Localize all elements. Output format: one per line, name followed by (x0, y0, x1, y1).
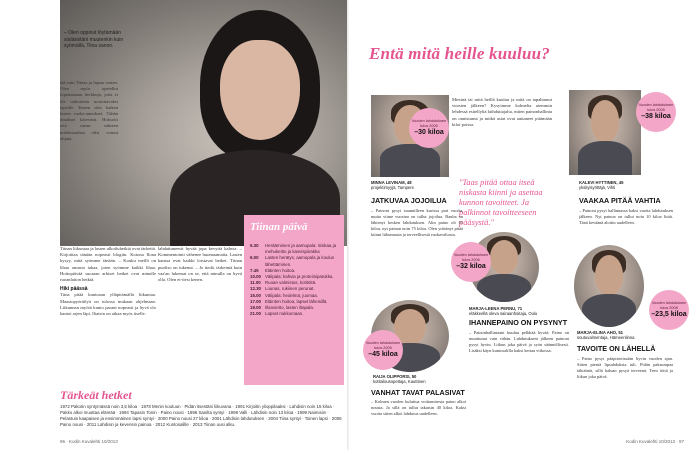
right-page (349, 0, 696, 450)
article-column-intro: tää vain Tiinaa ja lapsia varten. Olen myös opetellut lopettamaan herkkuja, joita ei ole tarkoitettu nostettavaksi lapsille. Ennen söin kaiken lasten ruoka-annokset. Tähän ilmakset kätevästi. Hoksotti että ruoan suhteen mielenrauhaa olisi voinut ohjata. (60, 80, 118, 141)
diary-text: Välipala: kahvia ja proteiinipatukka. (265, 274, 334, 280)
person-name: MARJA-ELINA AHO, 51 (577, 330, 623, 335)
person-photo (569, 90, 641, 175)
badge-kg: –32 kiloa (456, 262, 486, 270)
diary-time: 17.00 (250, 298, 261, 304)
section-text: – Painoni pysyi hallinnassa kaksi vuotta lahdutuksen jälkeen. Nyt painoa on tullut noin 10 kiloa lisää. Tänä keväänä aloitin uudelleen. (579, 208, 673, 225)
section-heading: JATKUVAA JOJOILUA (371, 196, 447, 205)
person-caption (373, 374, 426, 384)
badge-label: Vuoden lahdutuksen tulos 2008 (651, 301, 687, 310)
diary-title: Tiinan päivä (250, 221, 308, 233)
diary-text: Illanvietto, lasten iltapala. (265, 305, 315, 311)
person-caption (577, 330, 635, 340)
diary-box (244, 215, 344, 385)
section-heading: VANHAT TAVAT PALASIVAT (371, 388, 465, 397)
diary-time: 5.30 (250, 243, 259, 248)
person-head (591, 100, 620, 143)
person-caption (371, 180, 414, 190)
right-intro: Mietinä tai mitä heillä kuuluu ja mitä on tapahtunut vuosien jälkeen? Kysyimme kolmelta aiemmin lehdessä esitellyltä laihduttajalta, miten painonhallinta on onnistunut ja mitkä asiat ovat auttaneet pitämään kilot poissa. (452, 97, 552, 127)
diary-text: Lounas, rukiinen perunat. (265, 286, 315, 292)
person-name: RAIJA OLIPPORSI, 50 (373, 374, 417, 379)
result-badge (409, 108, 449, 148)
badge-kg: –23,5 kiloa (651, 310, 687, 318)
badge-label: Vuoden lahdutuksen tulos 2006 (453, 253, 489, 262)
section-text: – Painonhallintaani kuuluu pelkkää hyvää. Paino on muuttunut vain vähän. Lahdutukseni jälkeen painoni pysyi hyvin. Liikun joka päivä ja syön säännöllisesti. Lisäksi käyn kuntosalilla kaksi kertaa viikossa. (469, 330, 569, 353)
diary-time: 10.00 (250, 274, 261, 280)
article-subhead: Hiki päässä (60, 286, 88, 293)
diary-time: 7.45 (250, 267, 259, 273)
person-photo (574, 245, 644, 327)
person-name: MARJA-LEENA PERNU, 71 (469, 306, 523, 311)
section-heading: IHANNEPAINO ON PYSYNYT (469, 318, 568, 327)
person-head (490, 240, 518, 275)
diary-time: 19.00 (250, 305, 261, 311)
portrait-face (220, 40, 300, 140)
section-text: – Kolmen vuoden kuluttua voittamisesta paino alkoi nousta. Ja sillä on tullut takaisin 40 kiloa. Kaksi vuotta sitten alkoi lahdutus uudelleen. (371, 399, 466, 416)
badge-kg: –38 kiloa (641, 112, 671, 120)
diary-row (250, 243, 340, 255)
person-role: yksityisyrittäjä, Vihti (579, 185, 616, 191)
diary-text: Lapset nukkumaan. (265, 311, 304, 317)
article-paragraph: Tiina pitää kuntoaan ylläpitämällä liikuntaa. Maastopyöräilyä on tulossa mukaan ohjelmaan. Liikunnan myötä kunto parani nopeasti ja hyvä olo kantoi arjen läpi. Iltaisin on aikaa myös itselle. (60, 292, 156, 317)
diary-row (250, 255, 340, 267)
result-badge (649, 290, 689, 330)
article-column-middle: lahdattuneesti hyvää jopa kevyttä kahvia. – Kommentointi vähenee huomaamatta. Lasten kanssa ovat kaikki loistavat hetket. Tiinan puoliso on tukenut. – Jo tiedä, tärkeintä kuin vaa'an lukemat on se, että minulla on hyvä olla. Olen ei-tiesi kenen. (158, 246, 242, 283)
person-caption (579, 180, 623, 190)
diary-row (250, 311, 340, 317)
milestones-text: 1972 Pakotin syntymässä noin 3,5 kiloa · 1978 Menin kouluun · Pidän itsestäni liikuvana · 1991 Kirjoitin ylioppilaaksi · Lahdisin noin 15 kiloa · Pakko alkoi muuttaa elämää · 1994 Tapasin Tonin · Paino nousi · 1996 Sanilta syntyi · 1998 Valli · Lähdisin noin 13 kiloa · 1999 Naimisiin · Pelastuin kaapaisen ja ensimmäinen lapsi syntyi · 2000 Paino nousi 27 kiloa · 2001 Lähdisin lahdutuksen · 2004 Tiina syntyi · Toinen lapsi · 2006 Paino nousi · 2011 Lahdisin ja kevensin painoa · 2012 Kuntosalille · 2013 Tiinan uusi alku. (60, 404, 342, 427)
diary-text: Ruoan valmistus, kotitöitä. (265, 280, 317, 286)
right-folio: Kodin Kuvalehti 10/2013 · 97 (626, 439, 684, 444)
diary-list (250, 243, 340, 317)
person-role: soutuvalmentaja, Hämeenlinna (577, 335, 635, 341)
diary-time: 21.00 (250, 311, 261, 317)
person-name: KALEVI HYTTINEN, 45 (579, 180, 624, 185)
diary-text: Heräämimen ja aamupala: riisikaa ja mehukeitto ja kasvispiirakka (265, 243, 337, 255)
diary-time: 15.00 (250, 292, 261, 298)
result-badge (363, 330, 403, 370)
diary-time: 11.00 (250, 280, 261, 286)
result-badge (636, 92, 676, 132)
badge-kg: –45 kiloa (368, 350, 398, 358)
person-body (477, 274, 530, 302)
person-body (582, 294, 635, 327)
person-role: eläkkeellä oleva sairaanhoitaja, Oulu (469, 311, 538, 317)
diary-text: Eläinten hoitoa. (265, 267, 296, 273)
badge-label: Vuoden lahdutuksen tulos 2005 (365, 341, 401, 350)
person-role: projektimyyjä, Tampere (371, 185, 414, 191)
photo-caption: – Olen oppinut löytämään sisäisistäni muutenkin kuin syömällä, Tiina sanoo. (64, 30, 124, 49)
diary-text: Lasten herätys, aamupala ja koulun lähettäminen. (265, 255, 335, 267)
badge-kg: –30 kiloa (414, 128, 444, 136)
diary-time: 6.00 (250, 255, 259, 261)
section-heading: VAAKAA PITÄÄ VAHTIA (579, 196, 661, 205)
person-head (595, 255, 623, 296)
person-name: MINNA LEVINAM, 48 (371, 180, 412, 185)
result-badge (451, 242, 491, 282)
diary-time: 12.30 (250, 286, 261, 292)
left-folio: 96 · Kodin Kuvalehti 10/2013 (60, 439, 118, 444)
article-column-left (60, 246, 156, 386)
section-text: – Painoni pysyi suunnilleen kurissa pari vuotta, mutta viime vuosina on tullut jojoilua. Rauha on lähtenyt kesken lahdutuksen. Alin paino oli 61 kiloa, nyt painan noin 75 kiloa. Olen yrittänyt pitää kiinni liikunnasta ja terveellisestä ruokavaliosta. (371, 208, 463, 237)
article-paragraph: Tiinan liikuntaa ja lasten ulkoiluhetkiä ovat tärkeitä. Kirjoittaa tänään nopeasti blogiin. Kotona Ilona kysyy, mitä syömme tänään. – Kouku meilli on lihaa omasta takaa, joten syömme kaikki lihaa. Hoitopäivää suoraan arkiset hetket ovat minulle ruoanlaiton hetkiä. (60, 246, 156, 283)
badge-label: Vuoden lahdutuksen tulos 2005 (411, 119, 447, 128)
person-role: kotitalousopettaja, Kauttinen (373, 379, 426, 385)
person-body (578, 141, 633, 175)
diary-text: Eläinten hoitoa, lapset läheisillä. (265, 298, 328, 304)
section-text: – Paino pysyi pääpiirteissään hyvin vuoden ajan. Sitten pieniä lipsahduksia tuli. Pidän paksumpaa tähtäintä, sillä haluan pysyä terveenä. Teen töitä ja liikun joka päivä. (577, 356, 673, 379)
person-body (380, 144, 439, 177)
milestones-title: Tärkeät hetket (60, 388, 132, 402)
pull-quote: "Taas pitää ottaa itseä niskasta kiinni ja asettaa kunnon tavoitteet. Ja palkinnot tavoitteeseen pääsystä." (459, 178, 543, 227)
person-caption (469, 306, 537, 316)
badge-label: Vuoden lahdutuksen tulos 2008 (638, 103, 674, 112)
diary-text: Välipala: hedelmä, juomaa. (265, 292, 318, 298)
right-headline: Entä mitä heille kuuluu? (369, 44, 550, 63)
section-heading: TAVOITE ON LÄHELLÄ (577, 344, 656, 353)
